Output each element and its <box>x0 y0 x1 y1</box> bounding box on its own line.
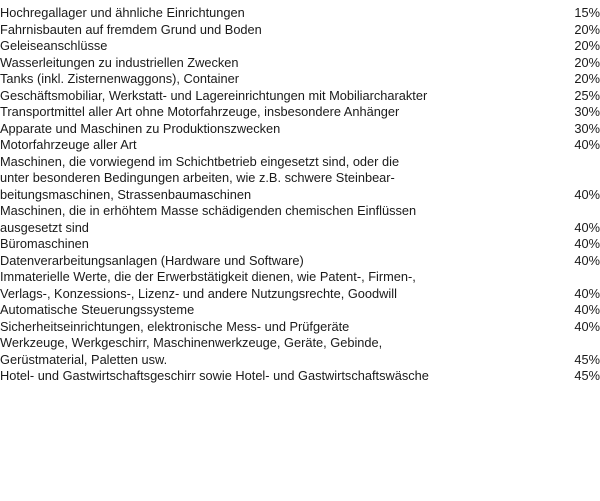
rate-value-cell: 25% <box>574 87 600 103</box>
description-line: Datenverarbeitungsanlagen (Hardware und Software) <box>0 252 304 268</box>
description-line: Tanks (inkl. Zisternenwaggons), Container <box>0 71 239 86</box>
rate-value-cell: 20% <box>574 38 600 53</box>
asset-description-cell <box>0 5 537 22</box>
table-row <box>0 88 600 105</box>
description-line: Werkzeuge, Werkgeschirr, Maschinenwerkzeuge, Geräte, Gebinde, <box>0 335 383 350</box>
description-line: Apparate und Maschinen zu Produktionszwecken <box>0 120 281 136</box>
table-row <box>0 253 600 270</box>
table-row <box>0 38 600 55</box>
description-line: Immaterielle Werte, die der Erwerbstätigkeit dienen, wie Patent-, Firmen-, <box>0 269 416 284</box>
asset-description-cell <box>0 137 537 154</box>
description-line: Hochregallager und ähnliche Einrichtungen <box>0 5 245 20</box>
table-row <box>0 319 600 336</box>
asset-description-cell <box>0 121 537 138</box>
rate-value-cell: 20% <box>574 21 600 37</box>
table-body <box>0 5 600 385</box>
rate-value-cell: 45% <box>574 368 600 383</box>
rate-value-cell: 40% <box>574 252 600 268</box>
rate-value-cell: 40% <box>574 285 600 301</box>
asset-description-cell <box>0 38 537 55</box>
description-line: Maschinen, die vorwiegend im Schichtbetrieb eingesetzt sind, oder die <box>0 153 400 169</box>
asset-description-cell <box>0 55 537 72</box>
description-line: beitungsmaschinen, Strassenbaumaschinen <box>0 186 252 202</box>
table-row <box>0 335 600 368</box>
table-row <box>0 236 600 253</box>
asset-description-cell <box>0 236 537 253</box>
description-line: Hotel- und Gastwirtschaftsgeschirr sowie Hotel- und Gastwirtschaftswäsche <box>0 368 429 383</box>
rate-value-cell: 40% <box>574 137 600 152</box>
asset-description-cell <box>0 368 537 385</box>
description-line: Wasserleitungen zu industriellen Zwecken <box>0 54 239 70</box>
table-row <box>0 302 600 319</box>
description-line: Automatische Steuerungssysteme <box>0 302 195 317</box>
table-row <box>0 5 600 22</box>
description-line: Geleiseanschlüsse <box>0 38 108 53</box>
description-line: ausgesetzt sind <box>0 219 89 235</box>
rate-value-cell: 30% <box>574 104 600 119</box>
table-row <box>0 121 600 138</box>
rate-value-cell: 40% <box>574 236 600 251</box>
asset-description-cell <box>0 104 537 121</box>
asset-description-cell <box>0 88 537 105</box>
table-row <box>0 154 600 204</box>
asset-description-cell <box>0 269 537 302</box>
asset-description-cell <box>0 319 537 336</box>
rate-value-cell: 40% <box>574 302 600 317</box>
table-row <box>0 203 600 236</box>
depreciation-rate-table <box>0 5 600 385</box>
description-line: Fahrnisbauten auf fremdem Grund und Boden <box>0 21 262 37</box>
description-line: unter besonderen Bedingungen arbeiten, wie z.B. schwere Steinbear- <box>0 170 395 185</box>
rate-value-cell: 40% <box>574 318 600 334</box>
rate-value-cell: 20% <box>574 54 600 70</box>
table-row <box>0 55 600 72</box>
rate-value-cell: 40% <box>574 219 600 235</box>
rate-value-cell: 15% <box>574 5 600 20</box>
asset-description-cell <box>0 302 537 319</box>
asset-description-cell <box>0 335 537 368</box>
table-row <box>0 71 600 88</box>
rate-value-cell: 40% <box>574 186 600 202</box>
description-line: Motorfahrzeuge aller Art <box>0 137 137 152</box>
table-row <box>0 137 600 154</box>
table-row <box>0 104 600 121</box>
rate-value-cell: 45% <box>574 351 600 367</box>
description-line: Maschinen, die in erhöhtem Masse schädigenden chemischen Einflüssen <box>0 203 417 218</box>
description-line: Sicherheitseinrichtungen, elektronische Mess- und Prüfgeräte <box>0 318 350 334</box>
table-row <box>0 22 600 39</box>
table-row <box>0 368 600 385</box>
rate-value-cell: 30% <box>574 120 600 136</box>
description-line: Büromaschinen <box>0 236 89 251</box>
table-row <box>0 269 600 302</box>
description-line: Geschäftsmobiliar, Werkstatt- und Lagereinrichtungen mit Mobiliarcharakter <box>0 87 428 103</box>
asset-description-cell <box>0 203 537 236</box>
asset-description-cell <box>0 71 537 88</box>
description-line: Gerüstmaterial, Paletten usw. <box>0 351 168 367</box>
asset-description-cell <box>0 154 537 204</box>
rate-value-cell: 20% <box>574 71 600 86</box>
asset-description-cell <box>0 22 537 39</box>
asset-description-cell <box>0 253 537 270</box>
description-line: Verlags-, Konzessions-, Lizenz- und andere Nutzungsrechte, Goodwill <box>0 285 397 301</box>
description-line: Transportmittel aller Art ohne Motorfahrzeuge, insbesondere Anhänger <box>0 104 400 119</box>
